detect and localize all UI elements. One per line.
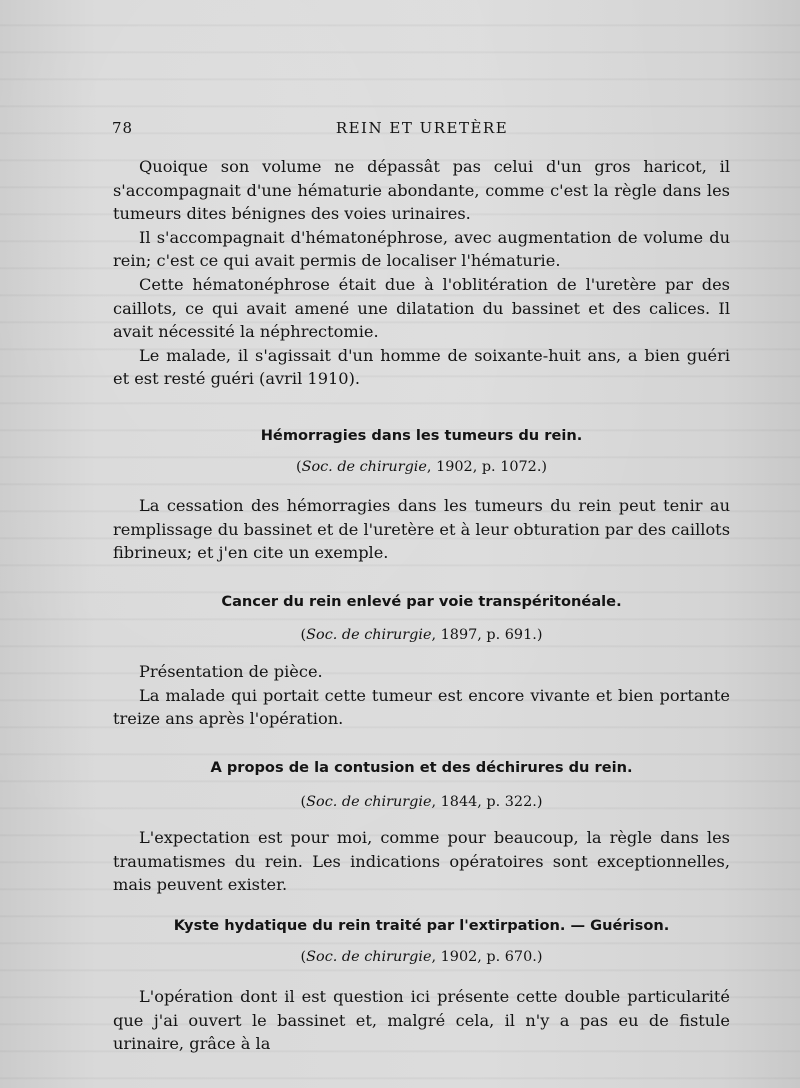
section-reference: (Soc. de chirurgie, 1902, p. 670.): [300, 949, 543, 965]
text-block-1: [113, 155, 730, 391]
section-reference: (Soc. de chirurgie, 1902, p. 1072.): [295, 459, 548, 475]
paragraph: Présentation de pièce.: [139, 662, 323, 681]
paragraph: La malade qui portait cette tumeur est encore vivante et bien portante treize ans après l'opération.: [113, 685, 730, 729]
reference-detail: , 1844, p. 322.: [431, 794, 537, 810]
text-block-4: [113, 826, 730, 897]
reference-journal: Soc. de chirurgie: [306, 627, 432, 643]
running-header: [112, 119, 732, 141]
paragraph: L'expectation est pour moi, comme pour beaucoup, la règle dans les traumatismes du rein. Les indications opératoires sont exceptionnelles, mais peuvent exister.: [113, 828, 730, 895]
text-block-5: [113, 985, 730, 1056]
reference-detail: , 1897, p. 691.: [431, 627, 537, 643]
section-heading: A propos de la contusion et des déchirures du rein.: [210, 759, 633, 776]
section-heading: Cancer du rein enlevé par voie transpéritonéale.: [221, 593, 622, 610]
text-block-3: [113, 660, 730, 731]
paragraph: La cessation des hémorragies dans les tumeurs du rein peut tenir au remplissage du bassinet et de l'uretère et à leur obturation par des caillots fibrineux; et j'en cite un exemple.: [113, 496, 730, 563]
section-reference: (Soc. de chirurgie, 1844, p. 322.): [300, 794, 543, 810]
paragraph: Le malade, il s'agissait d'un homme de soixante-huit ans, a bien guéri et est resté guéri (avril 1910).: [113, 345, 730, 389]
reference-journal: Soc. de chirurgie: [306, 949, 432, 965]
paragraph: Cette hématonéphrose était due à l'oblitération de l'uretère par des caillots, ce qui avait amené une dilatation du bassinet et des calices. Il avait nécessité la néphrectomie.: [113, 274, 730, 342]
reference-detail: , 1902, p. 670.: [431, 949, 537, 965]
paragraph: Il s'accompagnait d'hématonéphrose, avec augmentation de volume du rein; c'est ce qui avait permis de localiser l'hématurie.: [113, 227, 730, 271]
running-title: REIN ET URETÈRE: [335, 119, 509, 137]
reference-journal: Soc. de chirurgie: [301, 459, 427, 475]
reference-journal: Soc. de chirurgie: [306, 794, 432, 810]
paragraph: Quoique son volume ne dépassât pas celui d'un gros haricot, il s'accompagnait d'une hématurie abondante, comme c'est la règle dans les tumeurs dites bénignes des voies urinaires.: [113, 157, 730, 224]
page-number: 78: [112, 119, 134, 137]
section-heading: Hémorragies dans les tumeurs du rein.: [260, 427, 583, 444]
text-block-2: [113, 494, 730, 565]
section-reference: (Soc. de chirurgie, 1897, p. 691.): [300, 627, 543, 643]
section-heading: Kyste hydatique du rein traité par l'extirpation. — Guérison.: [173, 917, 670, 934]
paragraph: L'opération dont il est question ici présente cette double particularité que j'ai ouvert le bassinet et, malgré cela, il n'y a pas eu de fistule urinaire, grâce à la: [113, 987, 730, 1054]
reference-detail: , 1902, p. 1072.: [426, 459, 542, 475]
